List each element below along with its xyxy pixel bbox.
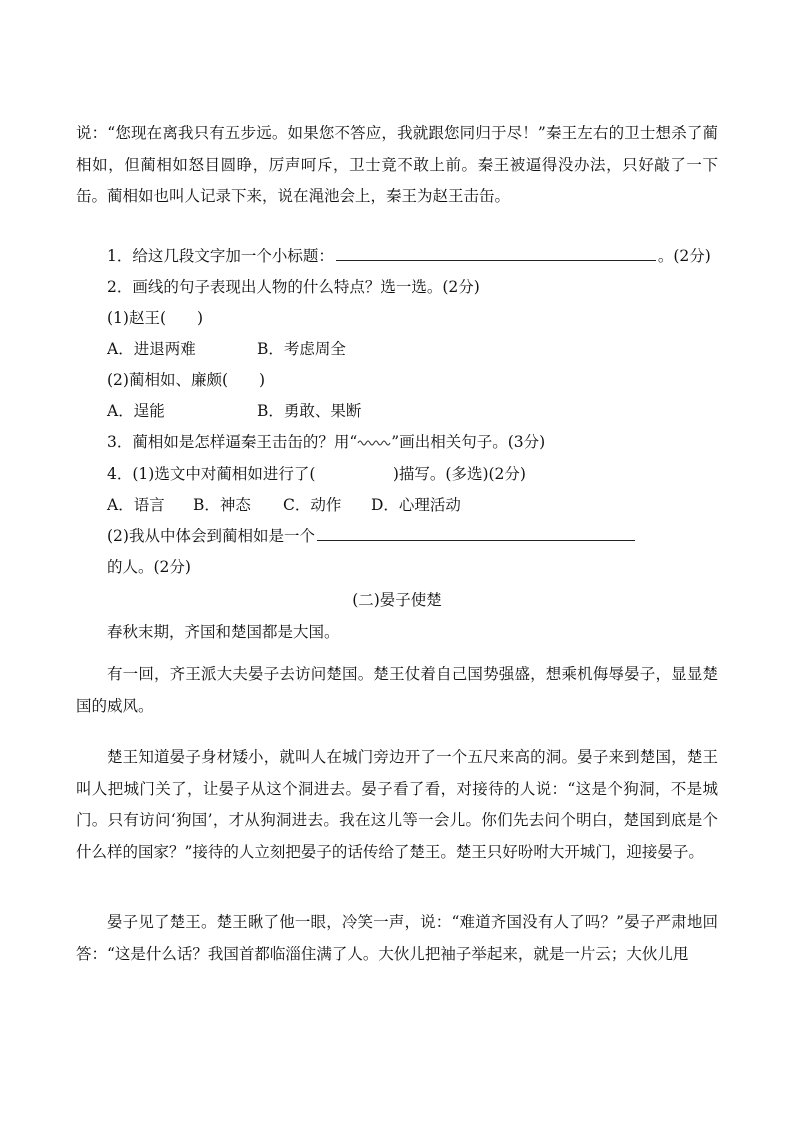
option-c[interactable]: C．动作 [283,496,342,514]
question-3-before: 3．蔺相如是怎样逼秦王击缶的？用“ [107,433,358,451]
question-4-answer-blank[interactable] [317,526,635,541]
passage-two-title: (二)晏子使楚 [352,591,442,609]
option-a[interactable]: A．语言 [107,496,165,514]
question-3-after: ”画出相关句子。(3分) [391,433,546,451]
question-2-sub-1-options [107,339,346,359]
question-2-sub-1: (1)赵王( ) [107,309,204,327]
option-b[interactable]: B．神态 [193,496,251,514]
question-4-sub-2 [107,526,637,546]
question-1-answer-blank[interactable] [336,246,656,261]
question-1-text: 1．给这几段文字加一个小标题： [107,247,334,265]
question-4: 4．(1)选文中对蔺相如进行了( )描写。(多选)(2分) [107,465,526,483]
option-a[interactable]: A．进退两难 [107,340,196,358]
option-b[interactable]: B．勇敢、果断 [257,402,362,420]
question-1 [107,246,711,266]
passage-two-paragraph-4: 晏子见了楚王。楚王瞅了他一眼，冷笑一声，说：“难道齐国没有人了吗？”晏子严肃地回答：“这是什么话？我国首都临淄住满了人。大伙儿把袖子举起来，就是一片云；大伙儿甩 [76,913,718,963]
question-2: 2．画线的句子表现出人物的什么特点？选一选。(2分) [107,278,480,296]
question-4-sub-2-before: (2)我从中体会到蔺相如是一个 [107,527,315,545]
passage-one-paragraph: 说：“您现在离我只有五步远。如果您不答应，我就跟您同归于尽！”秦王左右的卫士想杀了蔺相如，但蔺相如怒目圆睁，厉声呵斥，卫士竟不敢上前。秦王被逼得没办法，只好敲了一下缶。蔺相如也叫人记录下来，说在渑池会上，秦王为赵王击缶。 [76,124,718,205]
passage-two-paragraph-2: 有一回，齐王派大夫晏子去访问楚国。楚王仗着自己国势强盛，想乘机侮辱晏子，显显楚国的威风。 [76,665,718,715]
option-b[interactable]: B．考虑周全 [257,340,346,358]
option-a[interactable]: A．逞能 [107,402,165,420]
passage-two-paragraph-1: 春秋末期，齐国和楚国都是大国。 [107,623,340,641]
question-3 [107,432,545,452]
question-4-sub-2-end: 的人。(2分) [107,558,191,576]
question-1-suffix: 。(2分) [657,247,711,265]
question-2-sub-2-options [107,401,361,421]
option-d[interactable]: D．心理活动 [371,496,461,514]
question-2-sub-2: (2)蔺相如、廉颇( ) [107,371,266,389]
question-4-options [107,495,461,515]
wavy-underline-icon [357,439,391,447]
passage-two-paragraph-3: 楚王知道晏子身材矮小，就叫人在城门旁边开了一个五尺来高的洞。晏子来到楚国，楚王叫人把城门关了，让晏子从这个洞进去。晏子看了看，对接待的人说：“这是个狗洞，不是城门。只有访问‘狗国’，才从狗洞进去。我在这儿等一会儿。你们先去问个明白，楚国到底是个什么样的国家？”接待的人立刻把晏子的话传给了楚王。楚王只好吩咐大开城门，迎接晏子。 [76,748,718,861]
